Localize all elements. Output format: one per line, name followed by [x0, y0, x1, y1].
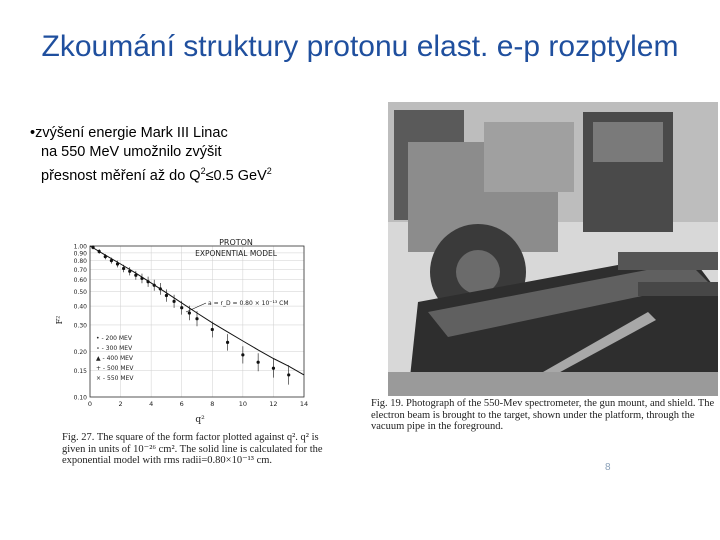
y-tick-label: 0.10	[73, 394, 87, 402]
data-point	[91, 246, 94, 249]
x-tick-label: 14	[299, 400, 309, 408]
x-tick-label: 0	[87, 400, 93, 408]
data-point	[165, 294, 168, 297]
legend-entry: × - 550 MEV	[96, 375, 134, 382]
photo-rail	[618, 252, 718, 270]
y-tick-label: 0.80	[73, 258, 87, 266]
chart-points	[91, 245, 290, 384]
chart-legend	[96, 335, 134, 382]
data-point	[122, 267, 125, 270]
bullet-line-1: •zvýšení energie Mark III Linac	[30, 125, 228, 141]
legend-entry: ▲ - 400 MEV	[96, 355, 134, 362]
data-point	[188, 311, 191, 314]
photo-rail-2	[638, 282, 718, 296]
x-tick-label: 6	[179, 400, 184, 408]
spectrometer-photo	[388, 102, 718, 396]
y-tick-label: 1.00	[73, 243, 87, 251]
data-point	[146, 280, 149, 283]
form-factor-chart	[55, 212, 348, 427]
y-tick-label: 0.15	[73, 367, 87, 375]
x-tick-label: 8	[210, 400, 215, 408]
data-point	[195, 317, 198, 320]
x-tick-label: 10	[238, 400, 247, 408]
y-tick-label: 0.70	[73, 266, 87, 274]
data-point	[104, 255, 107, 258]
data-point	[211, 328, 214, 331]
data-point	[116, 262, 119, 265]
chart-ylabel: F²	[55, 315, 64, 325]
y-tick-label: 0.30	[73, 322, 87, 330]
y-tick-label: 0.40	[73, 303, 87, 311]
photo-wheel-hub	[456, 250, 500, 294]
y-tick-label: 0.60	[73, 276, 87, 284]
data-point	[153, 284, 156, 287]
chart-title: PROTON	[219, 238, 253, 247]
page-number: 8	[605, 462, 611, 473]
data-point	[110, 259, 113, 262]
data-point	[140, 277, 143, 280]
data-point	[241, 353, 244, 356]
chart-subtitle: EXPONENTIAL MODEL	[195, 249, 277, 258]
figure-27-caption: Fig. 27. The square of the form factor plotted against q². q² is given in units of 10⁻²⁶ cm². The solid line is calculated for the exponential model with rms radii=0.80×10⁻¹³ cm.	[62, 432, 323, 466]
data-point	[180, 306, 183, 309]
chart-axes	[74, 244, 309, 409]
bullet-line-3: přesnost měření až do $Q^2\le 0.5$ GeV$^2$	[41, 166, 272, 184]
data-point	[134, 274, 137, 277]
data-point	[272, 367, 275, 370]
x-tick-label: 2	[118, 400, 123, 408]
photo-floor	[388, 372, 718, 396]
data-point	[98, 250, 101, 253]
x-tick-label: 4	[149, 400, 154, 408]
data-point	[172, 300, 175, 303]
x-tick-label: 12	[269, 400, 278, 408]
legend-entry: • - 200 MEV	[96, 335, 132, 342]
photo-gun-mount-panel	[593, 122, 663, 162]
data-point	[287, 373, 290, 376]
y-tick-label: 0.90	[73, 250, 87, 258]
data-point	[226, 341, 229, 344]
legend-entry: ∘ - 300 MEV	[96, 345, 133, 352]
data-point	[257, 361, 260, 364]
slide-title: Zkoumání struktury protonu elast. e-p rozptylem	[41, 30, 679, 63]
bullet-text	[30, 124, 360, 186]
chart-xlabel: q²	[195, 415, 205, 425]
chart-annotation: a = r_D = 0.80 × 10⁻¹³ CM	[208, 300, 289, 307]
y-tick-label: 0.50	[73, 288, 87, 296]
y-tick-label: 0.20	[73, 349, 87, 357]
photo-shield-top	[484, 122, 574, 192]
data-point	[128, 270, 131, 273]
bullet-line-2: na 550 MeV umožnilo zvýšit	[41, 144, 222, 160]
figure-19-caption: Fig. 19. Photograph of the 550-Mev spectrometer, the gun mount, and shield. The electron beam is brought to the target, shown under the platform, through the vacuum pipe in the foreground.	[371, 398, 715, 432]
data-point	[159, 287, 162, 290]
legend-entry: + - 500 MEV	[96, 365, 134, 372]
